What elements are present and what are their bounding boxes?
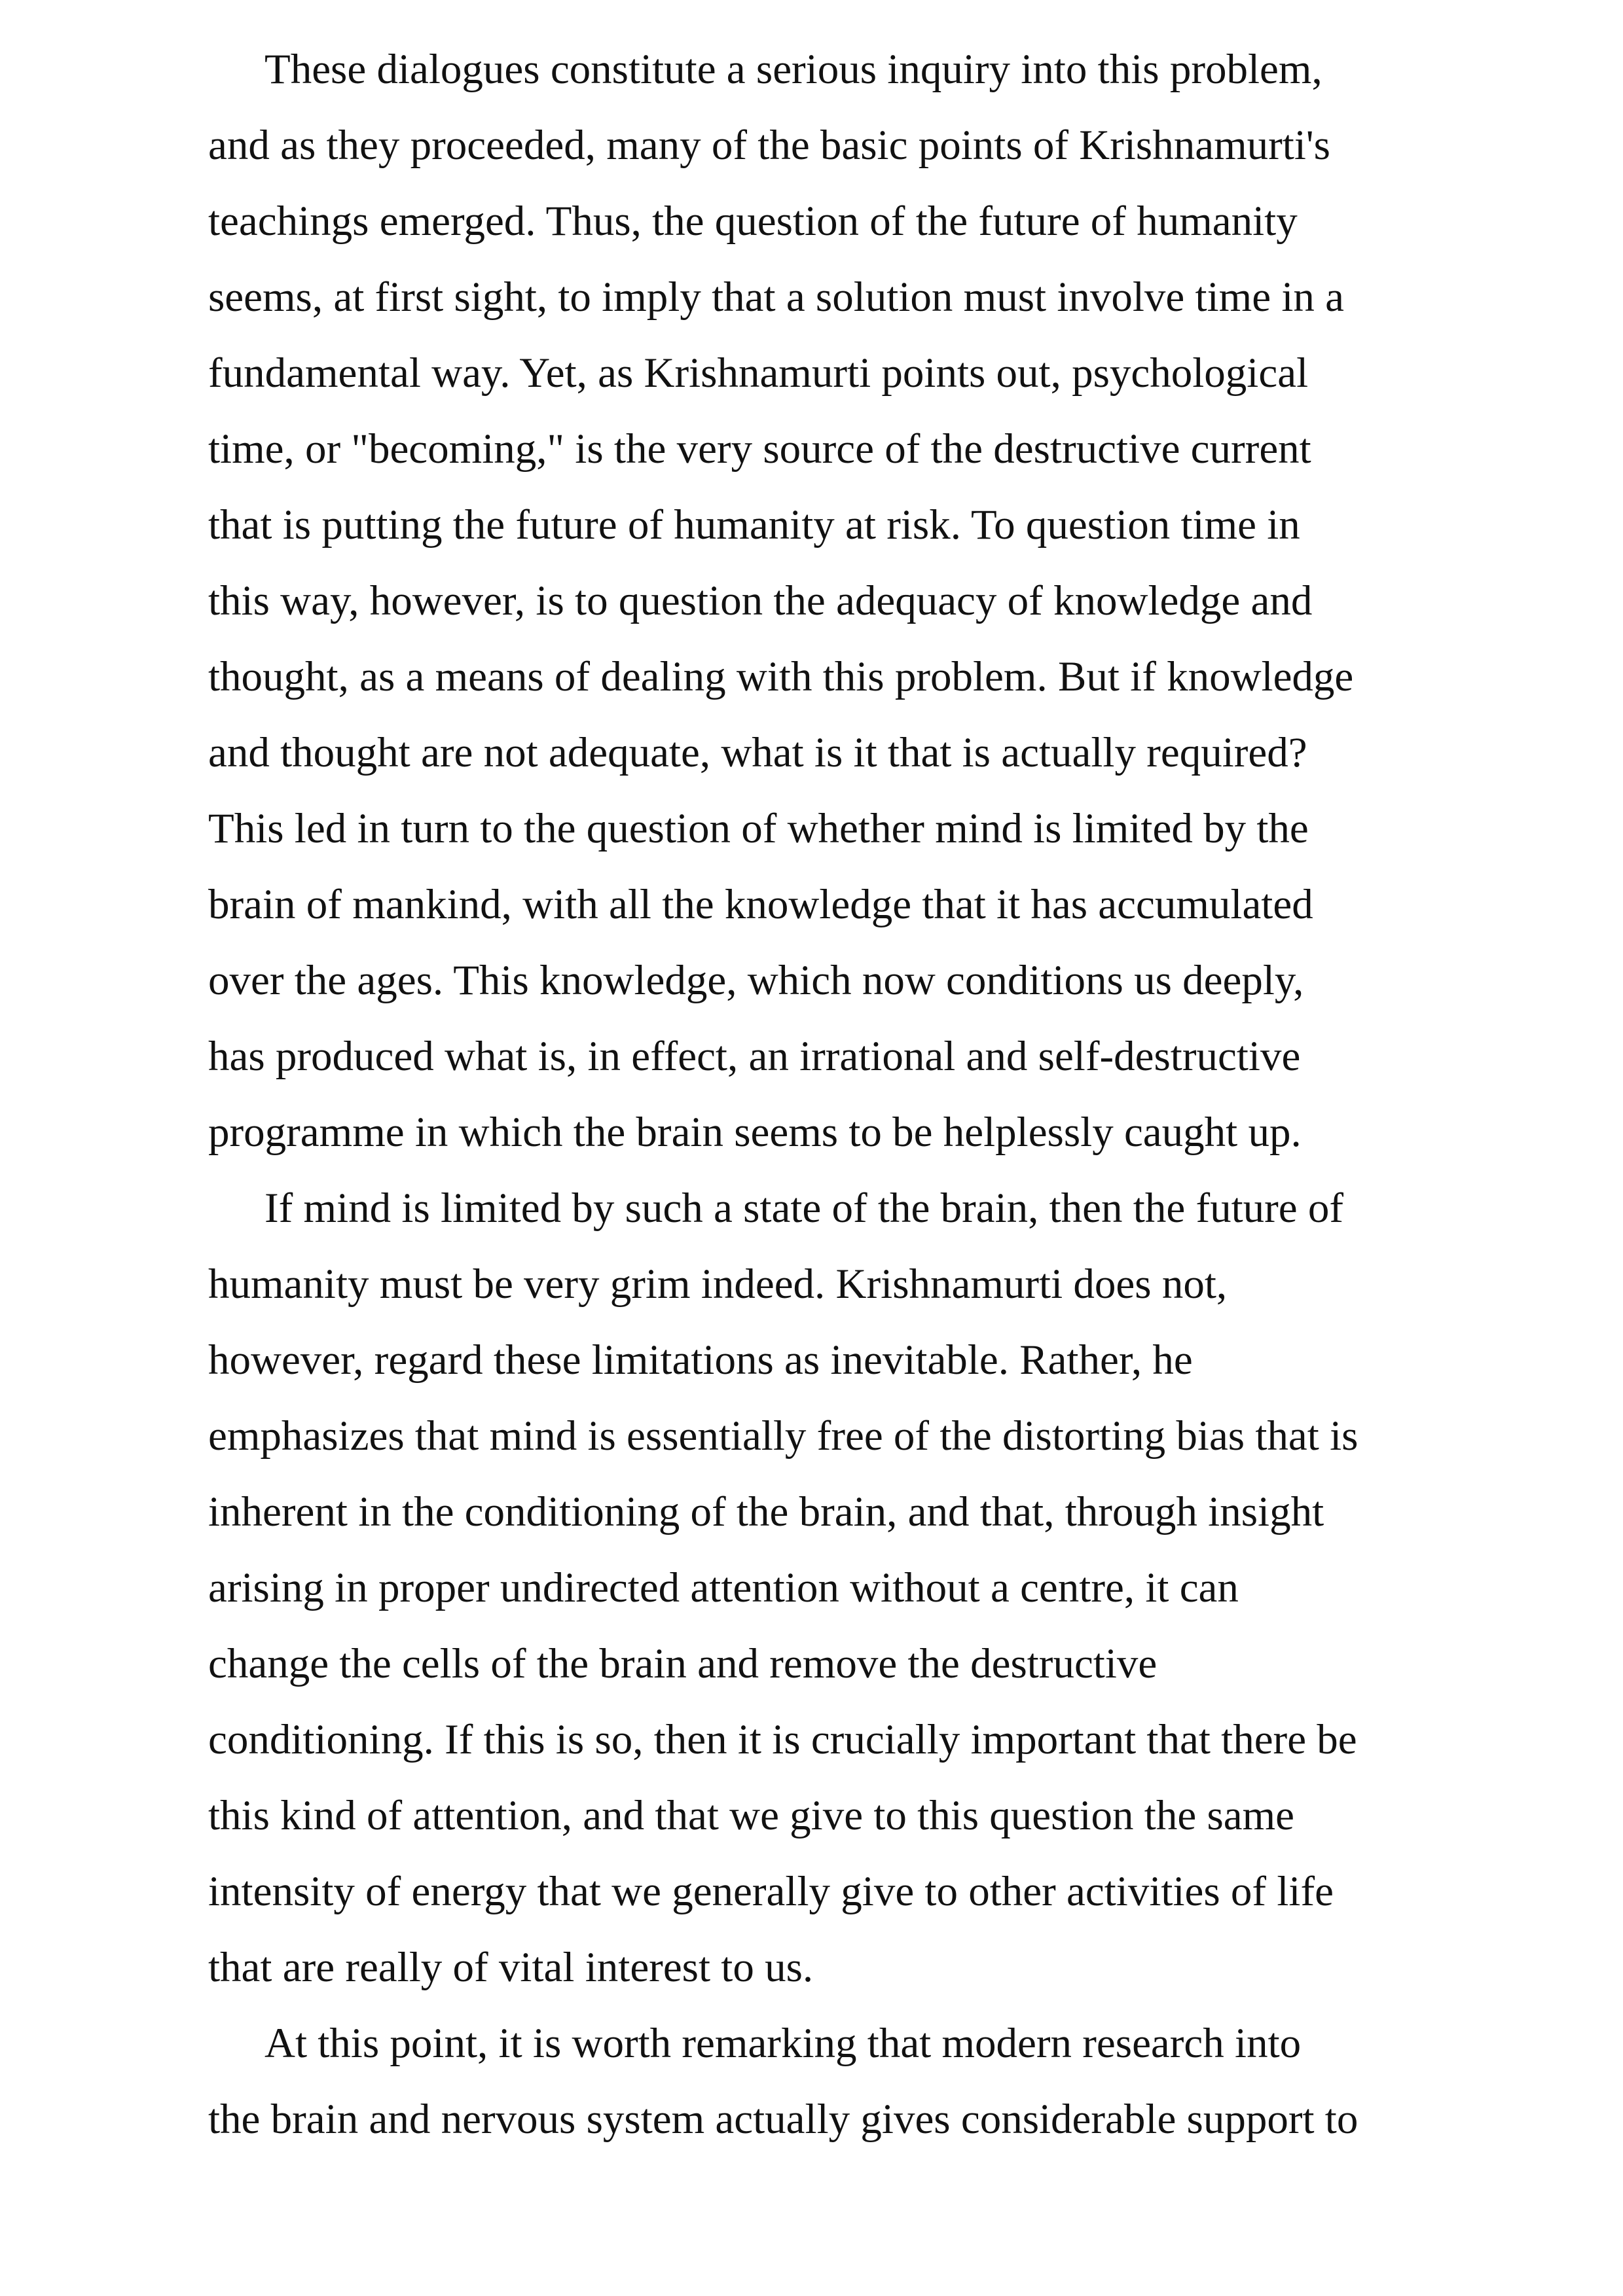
text-line: that is putting the future of humanity at risk. To question time in [208, 501, 1300, 548]
text-line: thought, as a means of dealing with this problem. But if knowledge [208, 653, 1354, 700]
text-line: This led in turn to the question of whether mind is limited by the [208, 805, 1309, 852]
paragraph-1 [208, 31, 1452, 1170]
text-line: inherent in the conditioning of the brain, and that, through insight [208, 1488, 1324, 1535]
text-line: has produced what is, in effect, an irrational and self-destructive [208, 1033, 1301, 1080]
text-line: These dialogues constitute a serious inquiry into this problem, [264, 46, 1322, 93]
text-line: this way, however, is to question the adequacy of knowledge and [208, 577, 1313, 624]
text-line: brain of mankind, with all the knowledge that it has accumulated [208, 881, 1313, 928]
text-line: fundamental way. Yet, as Krishnamurti points out, psychological [208, 350, 1309, 397]
text-line: arising in proper undirected attention without a centre, it can [208, 1564, 1239, 1611]
text-line: that are really of vital interest to us. [208, 1944, 814, 1991]
text-line: At this point, it is worth remarking that modern research into [264, 2020, 1302, 2067]
text-line: time, or "becoming," is the very source of the destructive current [208, 425, 1311, 473]
text-line: and thought are not adequate, what is it that is actually required? [208, 729, 1307, 776]
text-line: humanity must be very grim indeed. Krishnamurti does not, [208, 1261, 1228, 1308]
text-line: If mind is limited by such a state of the brain, then the future of [264, 1185, 1344, 1232]
text-line: however, regard these limitations as inevitable. Rather, he [208, 1336, 1193, 1384]
text-line: change the cells of the brain and remove the destructive [208, 1640, 1158, 1687]
text-line: emphasizes that mind is essentially free of the distorting bias that is [208, 1412, 1359, 1460]
text-line: programme in which the brain seems to be helplessly caught up. [208, 1109, 1302, 1156]
text-line: this kind of attention, and that we give to this question the same [208, 1792, 1295, 1839]
text-line: the brain and nervous system actually gives considerable support to [208, 2096, 1359, 2143]
text-line: teachings emerged. Thus, the question of the future of humanity [208, 198, 1298, 245]
text-line: seems, at first sight, to imply that a solution must involve time in a [208, 274, 1344, 321]
paragraph-3 [208, 2005, 1452, 2157]
text-line: intensity of energy that we generally give to other activities of life [208, 1868, 1334, 1915]
text-line: and as they proceeded, many of the basic points of Krishnamurti's [208, 122, 1330, 169]
text-line: over the ages. This knowledge, which now conditions us deeply, [208, 957, 1304, 1004]
text-line: conditioning. If this is so, then it is crucially important that there be [208, 1716, 1357, 1763]
document-page [208, 31, 1452, 2157]
paragraph-2 [208, 1170, 1452, 2005]
